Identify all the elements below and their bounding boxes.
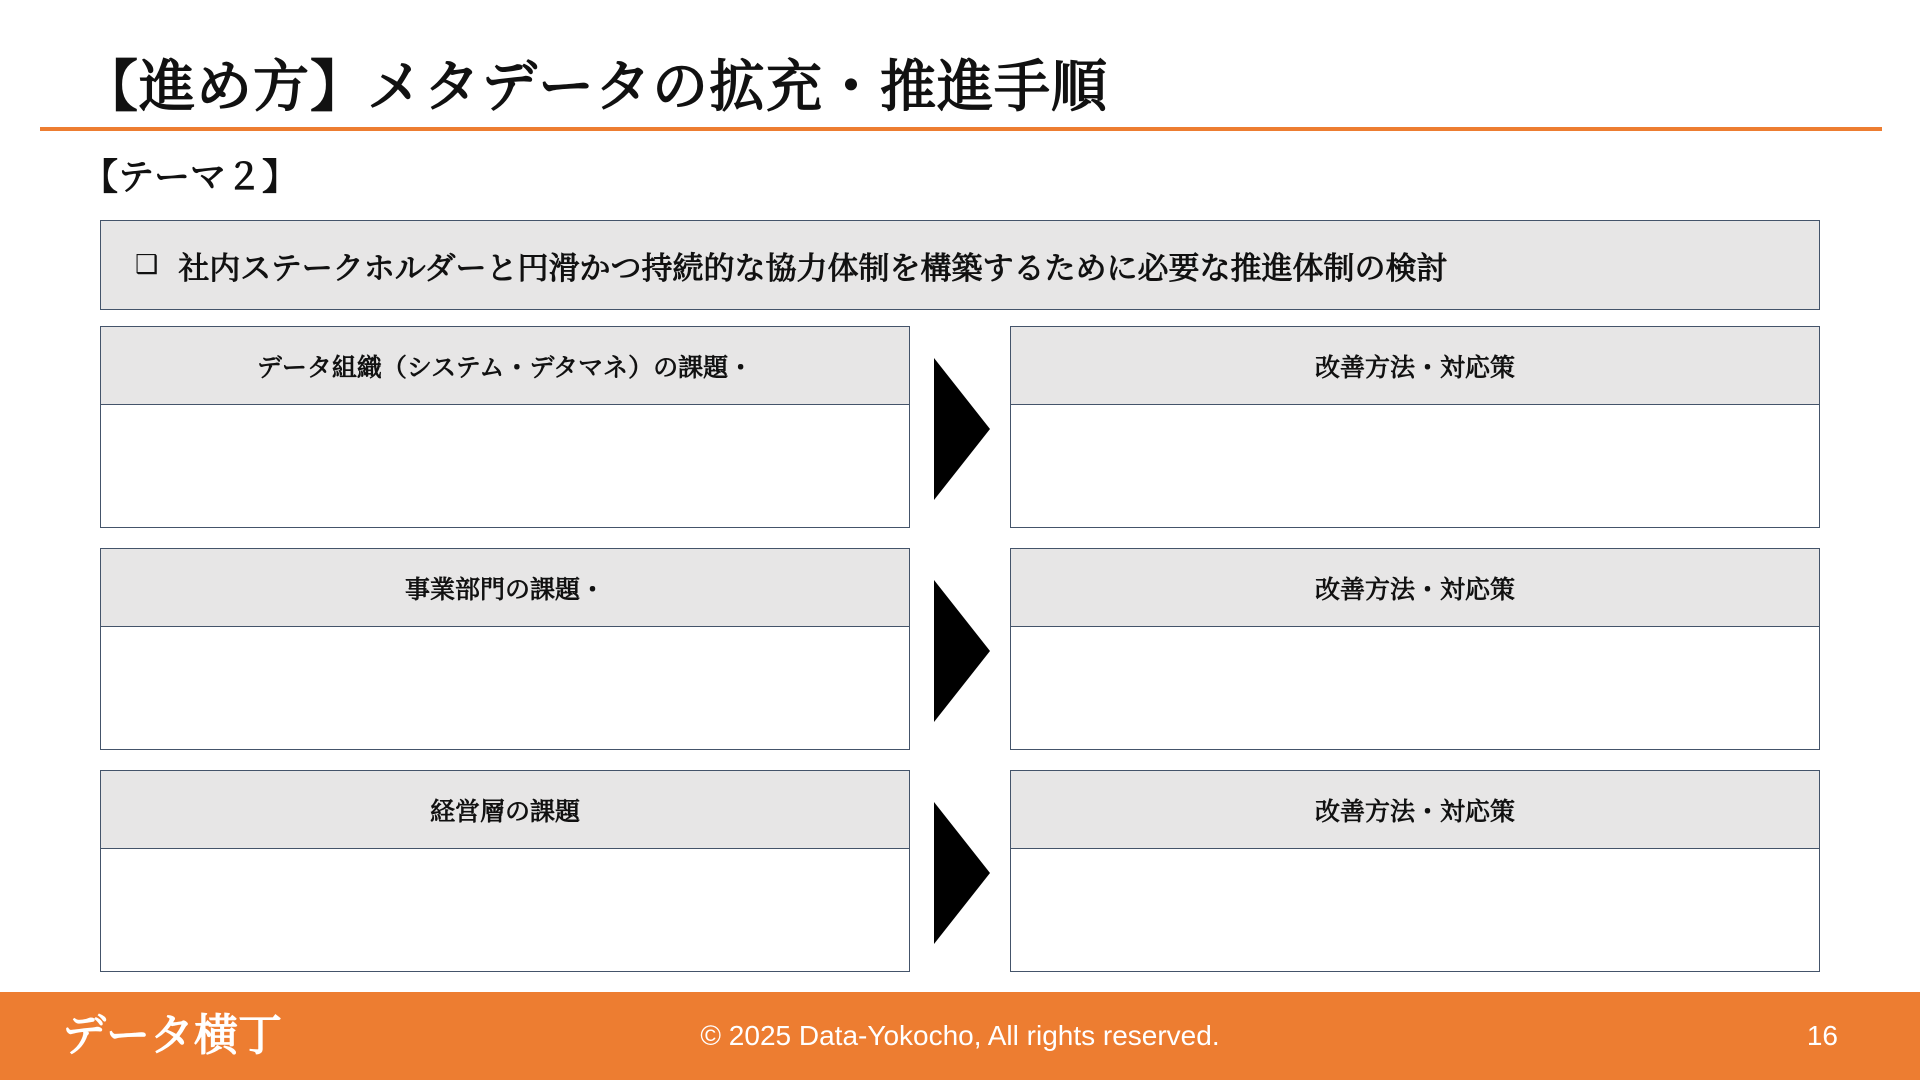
issue-box-business	[100, 548, 910, 750]
issue-box-body	[101, 405, 909, 527]
slide-title: 【進め方】メタデータの拡充・推進手順	[82, 55, 1108, 120]
issue-box-header: 経営層の課題	[101, 771, 909, 849]
issue-box-body	[101, 849, 909, 971]
issue-box-management	[100, 770, 910, 972]
issue-box-body	[101, 627, 909, 749]
issue-box-header: データ組織（システム・デタマネ）の課題・	[101, 327, 909, 405]
issue-box-header: 事業部門の課題・	[101, 549, 909, 627]
issue-box-data-org	[100, 326, 910, 528]
solution-box-business	[1010, 548, 1820, 750]
solution-box-body	[1011, 849, 1819, 971]
page-number: 16	[1806, 1020, 1838, 1051]
theme-label: 【テーマ２】	[82, 157, 299, 198]
solution-box-body	[1011, 405, 1819, 527]
solution-box-header: 改善方法・対応策	[1011, 327, 1819, 405]
footer-bar	[0, 992, 1920, 1080]
solution-box-data-org	[1010, 326, 1820, 528]
copyright-text: © 2025 Data-Yokocho, All rights reserved.	[700, 1020, 1220, 1051]
objective-banner	[100, 220, 1820, 310]
solution-box-management	[1010, 770, 1820, 972]
solution-box-header: 改善方法・対応策	[1011, 771, 1819, 849]
arrow-right-icon	[934, 358, 990, 500]
objective-text: 社内ステークホルダーと円滑かつ持続的な協力体制を構築するために必要な推進体制の検討	[178, 250, 1448, 287]
brand-logo: データ横丁	[62, 1010, 282, 1061]
arrow-right-icon	[934, 802, 990, 944]
title-divider	[40, 127, 1882, 131]
checkbox-bullet-icon: ❑	[135, 250, 159, 280]
solution-box-body	[1011, 627, 1819, 749]
solution-box-header: 改善方法・対応策	[1011, 549, 1819, 627]
arrow-right-icon	[934, 580, 990, 722]
